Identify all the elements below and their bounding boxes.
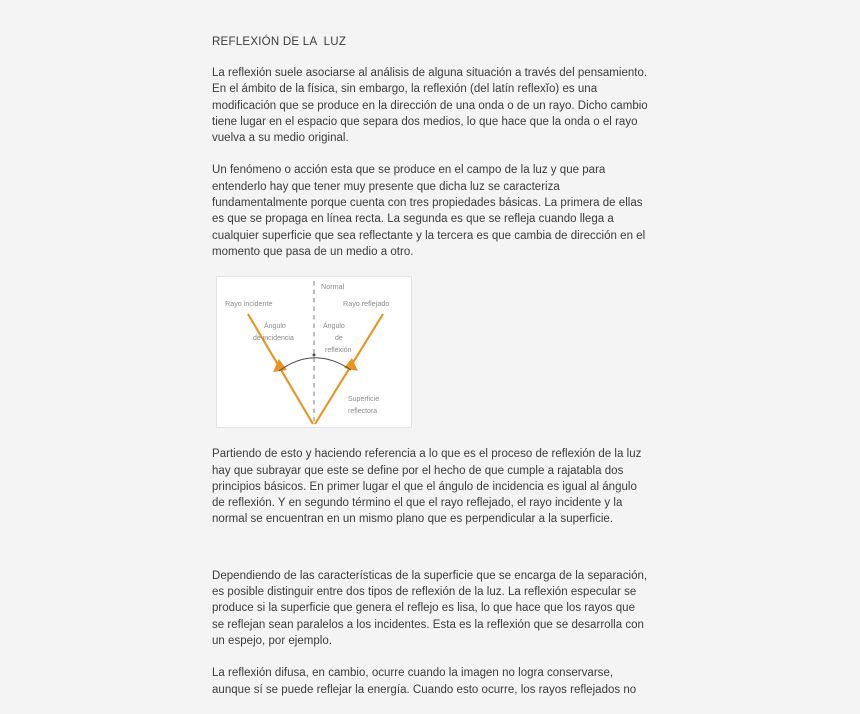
paragraph-4: Dependiendo de las características de la superficie que se encarga de la separación, es posible distinguir entre dos tipos de reflexión de la luz. La reflexión especular se produce si la superficie que genera el reflejo es lisa, lo que hace que los rayos que se reflejan sean paralelos a los incidentes. Esta es la reflexión que se desarrolla con un espejo, por ejemplo. bbox=[212, 569, 648, 647]
angle-of-reflection-label-line2: de bbox=[335, 335, 343, 343]
angle-of-incidence-label-line2: de incidencia bbox=[253, 335, 294, 343]
reflected-ray-label: Rayo reflejado bbox=[343, 299, 390, 309]
angle-arc bbox=[279, 358, 351, 371]
paragraph-2: Un fenómeno o acción esta que se produce en el campo de la luz y que para entenderlo hay que tener muy presente que dicha luz se caracteriza fundamentalmente porque cuenta con tres propiedades básicas. La primera de ellas es que se propaga en línea recta. La segunda es que se refleja cuando llega a cualquier superficie que sea reflectante y la tercera es que cambia de dirección en el momento que pasa de un medio a otro. bbox=[212, 164, 646, 258]
reflecting-surface-label-line2: reflectora bbox=[348, 408, 378, 416]
reflection-diagram-figure bbox=[216, 276, 412, 428]
paragraph-3: Partiendo de esto y haciendo referencia a lo que es el proceso de reflexión de la luz hay que subrayar que este se define por el hecho de que cumple a rajatabla dos principios básicos. En primer lugar el que el ángulo de incidencia es igual al ángulo de reflexión. Y en segundo término el que el rayo reflejado, el rayo incidente y la normal se encuentran en un mismo plano que es perpendicular a la superficie. bbox=[212, 448, 642, 526]
paragraph-5: La reflexión difusa, en cambio, ocurre cuando la imagen no logra conservarse, aunque sí se puede reflejar la energía. Cuando esto ocurre, los rayos reflejados no bbox=[212, 667, 637, 696]
angle-of-reflection-label-line1: Ángulo bbox=[323, 323, 345, 331]
normal-label: Normal bbox=[321, 282, 345, 292]
document-content bbox=[212, 36, 650, 714]
paragraph-1: La reflexión suele asociarse al análisis de alguna situación a través del pensamiento. En el ámbito de la física, sin embargo, la reflexión (del latín reflexĭo) es una modificación que se produce en la dirección de una onda o de un rayo. Dicho cambio tiene lugar en el espacio que separa dos medios, lo que hace que la onda o el rayo vuelva a su medio original. bbox=[212, 67, 648, 145]
arc-center-dot bbox=[313, 354, 316, 357]
reflecting-surface-label-line1: Superficie bbox=[348, 396, 380, 404]
page-title: REFLEXIÓN DE LA LUZ bbox=[212, 36, 347, 48]
incident-ray-label: Rayo incidente bbox=[225, 299, 273, 309]
angle-of-reflection-label-line3: reflexión bbox=[325, 347, 352, 355]
reflected-ray-arrowhead bbox=[344, 358, 358, 371]
reflection-diagram-svg bbox=[217, 277, 411, 427]
angle-of-incidence-label-line1: Ángulo bbox=[264, 323, 286, 331]
